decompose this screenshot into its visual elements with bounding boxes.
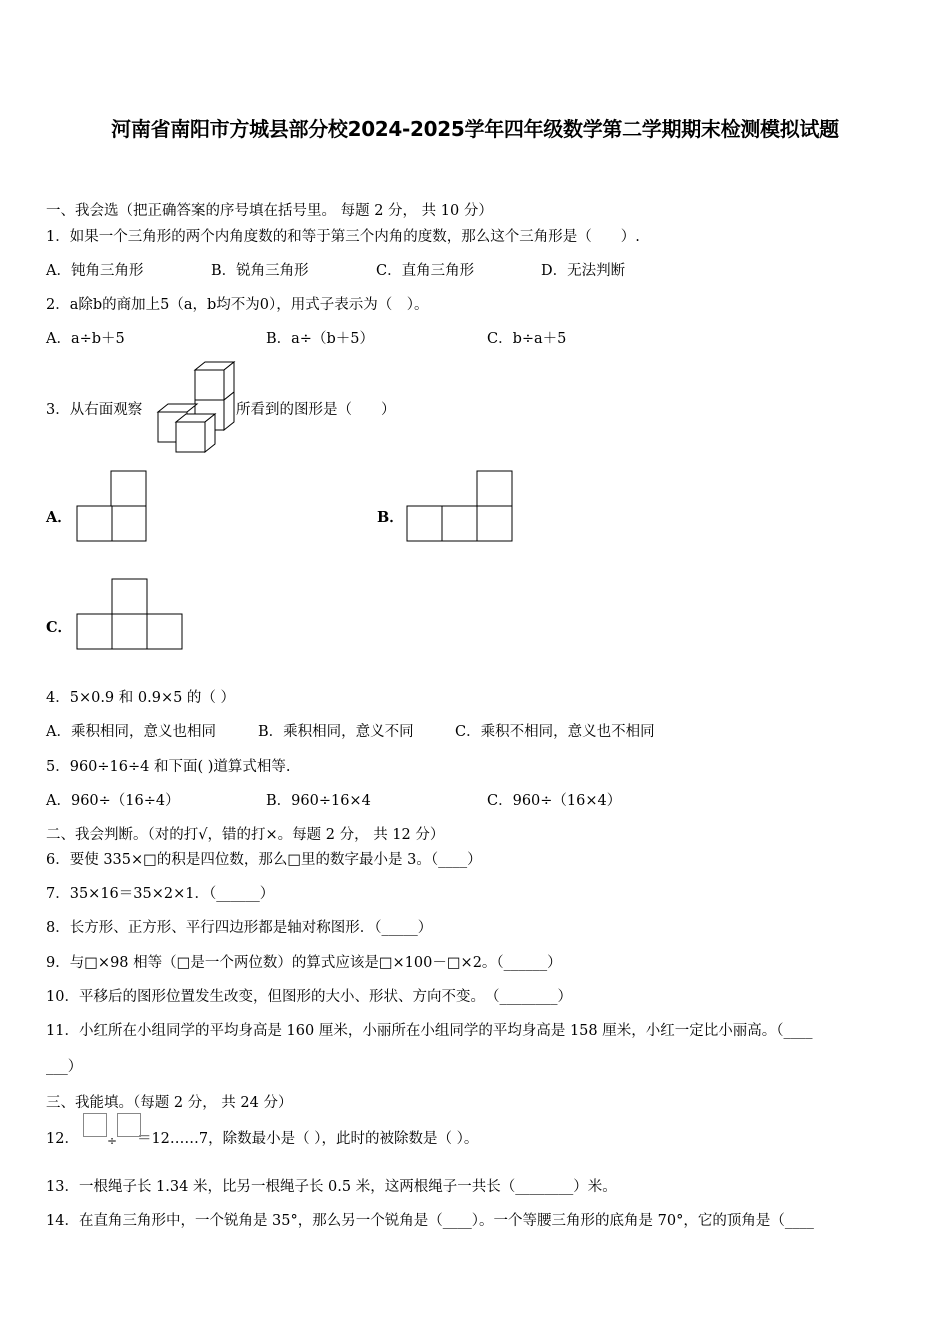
q3-option-c-figure xyxy=(76,578,184,650)
q1-option-a: A．钝角三角形 xyxy=(46,263,144,279)
page-title: 河南省南阳市方城县部分校2024-2025学年四年级数学第二学期期末检测模拟试题 xyxy=(111,117,839,141)
q1-option-b: B．锐角三角形 xyxy=(211,263,309,279)
question-10: 10．平移后的图形位置发生改变，但图形的大小、形状、方向不变。 （________） xyxy=(46,989,572,1005)
q3-option-b-figure xyxy=(406,470,514,542)
q5-option-a: A．960÷（16÷4） xyxy=(46,793,180,809)
question-13: 13．一根绳子长 1.34 米，比另一根绳子长 0.5 米，这两根绳子一共长（________）米。 xyxy=(46,1179,617,1195)
question-9: 9．与□×98 相等（□是一个两位数）的算式应该是□×100－□×2。（______） xyxy=(46,955,562,971)
q2-option-b: B．a÷（b＋5） xyxy=(266,331,374,347)
cube-stack-figure xyxy=(150,360,240,455)
q4-option-a: A．乘积相同，意义也相同 xyxy=(46,724,216,740)
divisor-box xyxy=(117,1113,141,1137)
q12-blank-boxes xyxy=(79,1129,137,1149)
q3-option-b-label: B． xyxy=(377,509,404,526)
question-6: 6．要使 335×□的积是四位数，那么□里的数字最小是 3。（____） xyxy=(46,852,482,868)
question-7: 7．35×16＝35×2×1．（______） xyxy=(46,886,275,902)
q4-option-c: C．乘积不相同，意义也不相同 xyxy=(455,724,655,740)
question-11-line-1: 11．小红所在小组同学的平均身高是 160 厘米，小丽所在小组同学的平均身高是 158 厘米，小红一定比小丽高。（____ xyxy=(46,1023,813,1039)
q3-option-a-label: A． xyxy=(46,509,72,526)
q5-option-b: B．960÷16×4 xyxy=(266,793,371,809)
q3-option-a-figure xyxy=(76,470,148,542)
q3-suffix: 所看到的图形是（ ） xyxy=(236,402,396,418)
q12-suffix: ＝12……7，除数最小是（ ），此时的被除数是（ ）。 xyxy=(136,1131,479,1147)
q1-option-c: C．直角三角形 xyxy=(376,263,475,279)
question-14: 14．在直角三角形中，一个锐角是 35°，那么另一个锐角是（____）。一个等腰三角形的底角是 70°，它的顶角是（____ xyxy=(46,1213,814,1229)
section-3-heading: 三、我能填。（每题 2 分， 共 24 分） xyxy=(46,1095,293,1111)
question-8: 8．长方形、正方形、平行四边形都是轴对称图形．（_____） xyxy=(46,920,433,936)
q2-option-a: A．a÷b＋5 xyxy=(46,331,125,347)
question-12 xyxy=(46,1129,478,1149)
question-1: 1．如果一个三角形的两个内角度数的和等于第三个内角的度数，那么这个三角形是（ ）. xyxy=(46,229,640,245)
question-11-line-2: ___） xyxy=(46,1059,83,1075)
section-1-heading: 一、我会选（把正确答案的序号填在括号里。 每题 2 分， 共 10 分） xyxy=(46,203,493,219)
question-2: 2．a除b的商加上5（a，b均不为0），用式子表示为（ ）。 xyxy=(46,297,429,313)
question-4: 4．5×0.9 和 0.9×5 的（ ） xyxy=(46,690,236,706)
q3-option-c-label: C． xyxy=(46,619,73,636)
q2-option-c: C．b÷a＋5 xyxy=(487,331,567,347)
q12-prefix: 12． xyxy=(46,1131,79,1147)
dividend-box xyxy=(83,1113,107,1137)
divide-sign: ÷ xyxy=(106,1134,118,1148)
q3-prefix: 3．从右面观察 xyxy=(46,402,143,418)
section-2-heading: 二、我会判断。（对的打√，错的打×。每题 2 分， 共 12 分） xyxy=(46,827,445,843)
q1-option-d: D．无法判断 xyxy=(541,263,626,279)
q4-option-b: B．乘积相同，意义不同 xyxy=(258,724,414,740)
q5-option-c: C．960÷（16×4） xyxy=(487,793,622,809)
question-5: 5．960÷16÷4 和下面( )道算式相等. xyxy=(46,759,291,775)
